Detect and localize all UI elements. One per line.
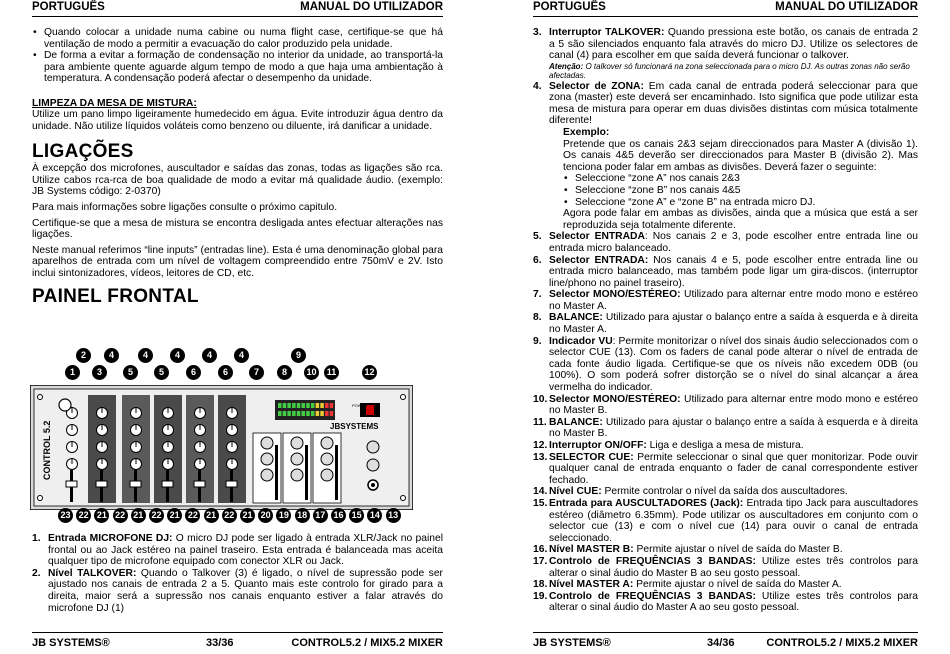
example-text: Pretende que os canais 2&3 sejam direccionados para Master A (divisão 1). Os canais 4&5 deverão ser direccionados para Master B (divisão 2). Mas tenciona poder falar em ambas as divisões. Deverá fazer o seguinte: bbox=[563, 138, 918, 173]
item-7: 7. Selector MONO/ESTÉREO: Utilizado para alternar entre modo mono e estéreo no Master A. bbox=[533, 289, 919, 312]
item-15: 15. Entrada para AUSCULTADORES (Jack): Entrada tipo Jack para auscultadores estéreo (diâmetro 6.35mm). Pode utilizar os auscultadores em conjunto com o selector cue (13) e com o nível cue (14) para ouvir o canal de entrada seleccionado. bbox=[533, 497, 918, 544]
connections-paragraph-1: À excepção dos microfones, auscultador e saídas das zonas, todas as ligações são rca. Utilize cabos rca-rca de boa qualidade de modo a evitar má qualidade áudio. (exemplo: JB Systems código: 2-0370) bbox=[32, 163, 443, 198]
footer-model: CONTROL5.2 / MIX5.2 MIXER bbox=[766, 637, 918, 649]
item-11: 11. BALANCE: Utilizado para ajustar o balanço entre a saída à esquerda e à direita no Master B. bbox=[533, 416, 918, 440]
callout-22: 22 bbox=[222, 508, 237, 523]
item-10: 10. Selector MONO/ESTÉREO: Utilizado para alternar entre modo mono e estéreo no Master B. bbox=[533, 393, 919, 417]
item-8: 8. BALANCE: Utilizado para ajustar o balanço entre a saída à esquerda e à direita no Master A. bbox=[533, 312, 918, 336]
item-4: 4. Selector de ZONA: Em cada canal de entrada poderá seleccionar para que zona (master) este deverá ser encaminhado. Isto significa que pode utilizar esta mesa de mistura para operar em duas divisões distintas com música totalmente diferente! bbox=[533, 80, 918, 127]
footer-brand: JB SYSTEMS® bbox=[32, 637, 110, 649]
callout-22: 22 bbox=[76, 508, 91, 523]
attention-note: Atenção: O talkover só funcionará na zona seleccionada para o micro DJ. As outras zonas não serão afectadas. bbox=[549, 61, 910, 81]
item-5: 5. Selector ENTRADA: Nos canais 2 e 3, pode escolher entre entrada line ou entrada micro balanceado. bbox=[533, 231, 918, 254]
mixer-panel-image bbox=[30, 385, 413, 510]
callout-12: 12 bbox=[362, 365, 377, 380]
callout-6: 6 bbox=[186, 365, 201, 380]
callout-3: 3 bbox=[92, 365, 107, 380]
right-body bbox=[533, 27, 918, 614]
header-title: MANUAL DO UTILIZADOR bbox=[775, 1, 918, 13]
header-language: PORTUGUÊS bbox=[32, 1, 105, 13]
callout-8: 8 bbox=[277, 365, 292, 380]
callout-17: 17 bbox=[313, 508, 328, 523]
callout-10: 10 bbox=[304, 365, 319, 380]
callout-18: 18 bbox=[295, 508, 310, 523]
front-panel-title: PAINEL FRONTAL bbox=[32, 285, 199, 307]
page-header bbox=[32, 0, 443, 17]
item-18: 18. Nível MASTER A: Permite ajustar o nível de saída do Master A. bbox=[533, 579, 842, 591]
callout-4: 4 bbox=[202, 348, 217, 363]
callout-19: 19 bbox=[276, 508, 291, 523]
callout-14: 14 bbox=[367, 508, 382, 523]
connections-paragraph-4: Neste manual referimos “line inputs” (entradas line). Esta é uma denominação global para aparelhos de entrada com um nível de voltagem compreendido entre 750mV e 2V. Isto inclui sintonizadores, vídeos, leitores de CD, etc. bbox=[32, 244, 443, 279]
callout-22: 22 bbox=[113, 508, 128, 523]
item-9: 9. Indicador VU: Permite monitorizar o nível dos sinais áudio seleccionados com o selector CUE (13). Com os faders de canal pode alterar o nível de entrada de cada fonte áudio ligada. Certifique-se que os níveis não excedem 0DB (ou 100%). O som poderá sofrer distorção se o nível do sinal alcançar a área vermelha do indicador. bbox=[533, 335, 918, 394]
item-13: 13. SELECTOR CUE: Permite seleccionar o sinal que quer monitorizar. Pode ouvir qualquer canal de entrada enquanto o fader de canal correspondente estiver fechado. bbox=[533, 451, 918, 486]
callout-20: 20 bbox=[258, 508, 273, 523]
connections-paragraph-3: Certifique-se que a mesa de mistura se encontra desligada antes efectuar alterações nas ligações. bbox=[32, 217, 443, 241]
callout-7: 7 bbox=[249, 365, 264, 380]
item-6: 6. Selector ENTRADA: Nos canais 4 e 5, pode escolher entre entrada line ou entrada micro balanceado, mas também pode ligar um gira-discos. (interruptor line/phono no painel traseiro). bbox=[533, 254, 918, 289]
callout-21: 21 bbox=[131, 508, 146, 523]
callout-21: 21 bbox=[167, 508, 182, 523]
callout-4: 4 bbox=[138, 348, 153, 363]
item-3: 3. Interruptor TALKOVER: Quando pressiona este botão, os canais de entrada 2 a 5 são silenciados enquanto fala através do micro DJ. Utilize os selectores de canal (4) para escolher em que saída deverá funcionar o talkover. bbox=[533, 27, 918, 62]
item-12: 12. Interruptor ON/OFF: Liga e desliga a mesa de mistura. bbox=[533, 440, 804, 451]
callout-5: 5 bbox=[154, 365, 169, 380]
callout-6: 6 bbox=[218, 365, 233, 380]
callout-9: 9 bbox=[291, 348, 306, 363]
page-header bbox=[533, 0, 918, 17]
item-1: 1. Entrada MICROFONE DJ: O micro DJ pode ser ligado à entrada XLR/Jack no painel frontal ou ao Jack estéreo na painel traseiro. Esta entrada é balanceada mas aceita qualquer tipo de microfone equipado com conector XLR ou Jack. bbox=[32, 533, 444, 568]
footer-brand: JB SYSTEMS® bbox=[533, 637, 611, 649]
callout-21: 21 bbox=[240, 508, 255, 523]
right-page bbox=[475, 0, 950, 654]
svg-text:POWER: POWER bbox=[352, 403, 368, 408]
cleaning-title: LIMPEZA DA MESA DE MISTURA: bbox=[32, 97, 197, 109]
callout-21: 21 bbox=[94, 508, 109, 523]
footer-model: CONTROL5.2 / MIX5.2 MIXER bbox=[291, 637, 443, 649]
callout-4: 4 bbox=[170, 348, 185, 363]
example-list-item: • Seleccione “zone A” nos canais 2&3 bbox=[533, 173, 918, 185]
connections-paragraph-2: Para mais informações sobre ligações consulte o próximo capitulo. bbox=[32, 201, 338, 213]
item-17: 17. Controlo de FREQUÊNCIAS 3 BANDAS: Utilize estes três controlos para alterar o sinal áudio do Master B ao seu gosto pessoal. bbox=[533, 555, 918, 579]
example-end: Agora pode falar em ambas as divisões, ainda que a música que está a ser reproduzida seja totalmente diferente. bbox=[563, 208, 918, 231]
page-footer bbox=[533, 632, 918, 651]
ventilation-bullet: • Quando colocar a unidade numa cabine ou numa flight case, certifique-se que há ventilação de modo a permitir a evacuação do calor produzido pela unidade. bbox=[32, 27, 443, 50]
item-16: 16. Nível MASTER B: Permite ajustar o nível de saída do Master B. bbox=[533, 544, 843, 556]
footer-page-number: 34/36 bbox=[707, 637, 735, 649]
connections-title: LIGAÇÕES bbox=[32, 141, 134, 163]
header-title: MANUAL DO UTILIZADOR bbox=[300, 1, 443, 13]
panel-brand: JBSYSTEMS bbox=[330, 422, 379, 431]
example-list-item: • Seleccione “zone B” nos canais 4&5 bbox=[533, 185, 918, 197]
header-language: PORTUGUÊS bbox=[533, 1, 606, 13]
example-title: Exemplo: bbox=[563, 126, 610, 138]
callout-22: 22 bbox=[149, 508, 164, 523]
callout-11: 11 bbox=[324, 365, 339, 380]
item-2: 2. Nível TALKOVER: Quando o Talkover (3) é ligado, o nível de supressão pode ser ajustado nos canais de entrada 2 a 5. Quanto mais este controlo for girado para a direita, maior será a supressão nos canais enquanto estiver a falar através do microfone DJ (1) bbox=[32, 567, 443, 614]
cleaning-text: Utilize um pano limpo ligeiramente humedecido em água. Evite introduzir água dentro da unidade. Não utilize líquidos voláteis como benzeno ou diluente, irá danificar a unidade. bbox=[32, 108, 443, 132]
item-14: 14. Nível CUE: Permite controlar o nível da saída dos auscultadores. bbox=[533, 486, 848, 498]
callout-2: 2 bbox=[76, 348, 91, 363]
left-body bbox=[32, 27, 443, 308]
callout-4: 4 bbox=[104, 348, 119, 363]
callout-21: 21 bbox=[204, 508, 219, 523]
callout-1: 1 bbox=[65, 365, 80, 380]
page-footer bbox=[32, 632, 443, 651]
callout-16: 16 bbox=[331, 508, 346, 523]
footer-page-number: 33/36 bbox=[206, 637, 234, 649]
right-items bbox=[533, 231, 918, 614]
callout-13: 13 bbox=[386, 508, 401, 523]
example-list-item: • Seleccione “zone A” e “zone B” na entrada micro DJ. bbox=[533, 197, 918, 209]
item-19: 19. Controlo de FREQUÊNCIAS 3 BANDAS: Utilize estes três controlos para alterar o sinal áudio do Master A ao seu gosto pessoal. bbox=[533, 590, 918, 614]
condensation-bullet: • De forma a evitar a formação de condensação no interior da unidade, ao transportá-la para ambiente quente aguarde algum tempo de modo a que haja uma ambientação à temperatura. A condensação poderá afectar o desempenho da unidade. bbox=[32, 50, 443, 85]
callout-23: 23 bbox=[58, 508, 73, 523]
callout-4: 4 bbox=[234, 348, 249, 363]
left-items bbox=[32, 533, 443, 614]
panel-model: CONTROL 5.2 bbox=[42, 420, 52, 480]
callout-5: 5 bbox=[123, 365, 138, 380]
callout-15: 15 bbox=[349, 508, 364, 523]
callout-22: 22 bbox=[185, 508, 200, 523]
